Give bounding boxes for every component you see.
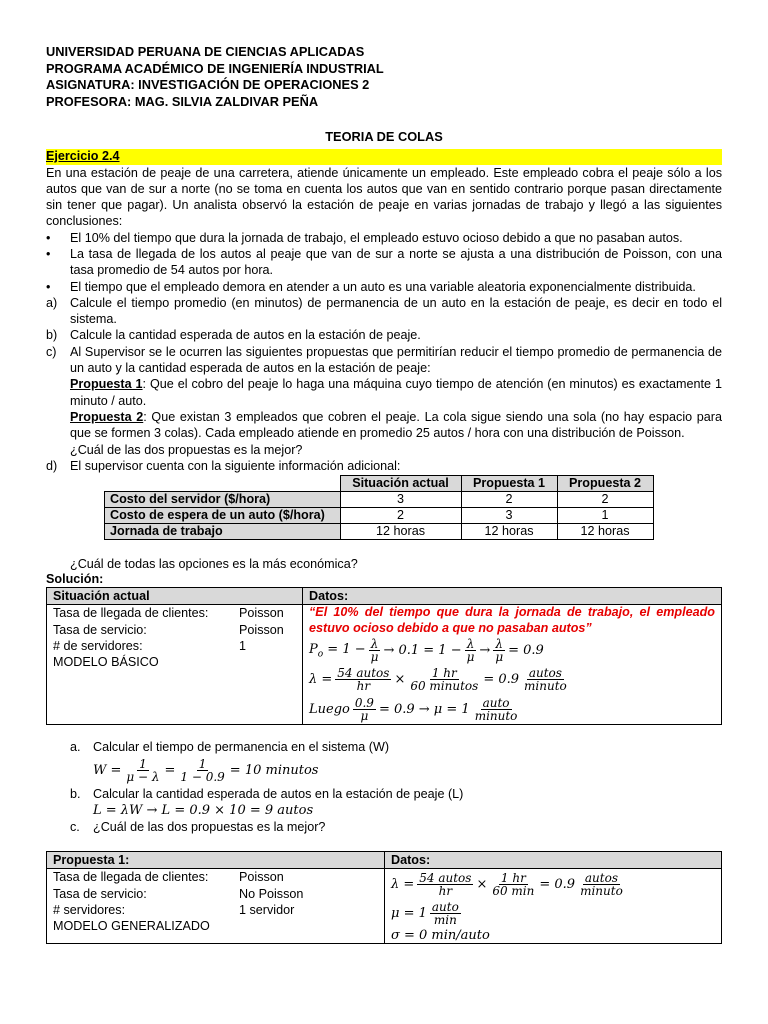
problem-intro: En una estación de peaje de una carretera, atiende únicamente un empleado. Este empleado cobra el peaje sólo a los autos que van de sur a norte (no se toma en cuenta los autos que van en sentido contrario porque pasan directamente sin tener que pagar). Un analista observó la estación de peaje en varias jornadas de trabajo y llegó a las siguientes conclusiones:: [46, 165, 722, 229]
question-b: b) Calcule la cantidad esperada de autos en la estación de peaje.: [46, 328, 421, 343]
step-b: b. Calcular la cantidad esperada de autos en la estación de peaje (L): [70, 786, 464, 801]
document-title: TEORIA DE COLAS: [325, 129, 443, 144]
professor-name: PROFESORA: MAG. SILVIA ZALDIVAR PEÑA: [46, 93, 319, 109]
quote-text: “El 10% del tiempo que dura la jornada de trabajo, el empleado estuvo ocioso debido a que no pasaban autos”: [309, 605, 715, 635]
col-header: Propuesta 1:: [47, 852, 385, 869]
equation-p0: $P_o = 1$ − $\frac{\lambda}{\mu}$ → 0.1 = 1 − $\frac{\lambda}{\mu}$ → $\frac{\lambda}{\mu}$ = 0.9: [309, 636, 544, 664]
current-situation-table: [46, 587, 722, 725]
list-item: Tasa de servicio: Poisson: [53, 622, 284, 637]
document-page: [46, 44, 722, 944]
col-header: Datos:: [385, 852, 722, 869]
proposal-2-text: Propuesta 2: Que existan 3 empleados que cobren el peaje. La cola sigue siendo una sola (no hay espacio para que se formen 3 colas). Cada empleado atiende en promedio 25 autos / hora con una distribución de Poisson.: [70, 409, 723, 441]
course-name: ASIGNATURA: INVESTIGACIÓN DE OPERACIONES 2: [46, 77, 370, 92]
equation-lambda: λ = 54 autos hr × 1 hr 60 minutos = 0.9 autos minuto: [309, 665, 567, 693]
proposal-1-table: [46, 851, 722, 944]
equation-l: L = λW → L = 0.9 × 10 = 9 autos: [93, 803, 314, 819]
equation-lambda-p1: λ = 54 autos hr × 1 hr 60 min = 0.9 autos minuto: [391, 870, 623, 898]
economic-question: ¿Cuál de todas las opciones es la más económica?: [70, 557, 358, 572]
document-header: [46, 44, 722, 110]
list-item: # servidores: 1 servidor: [53, 902, 295, 917]
model-label: MODELO GENERALIZADO: [53, 919, 210, 934]
bullet-item: • La tasa de llegada de los autos al peaje que van de sur a norte se ajusta a una distribución de Poisson, con una tasa promedio de 54 autos por hora.: [46, 246, 722, 278]
list-item: Tasa de llegada de clientes: Poisson: [53, 606, 284, 621]
bullet-item: • El tiempo que el empleado demora en atender a un auto es una variable aleatoria exponencialmente distribuida.: [46, 279, 696, 294]
step-c: c. ¿Cuál de las dos propuestas es la mejor?: [70, 820, 326, 835]
bullet-item: • El 10% del tiempo que dura la jornada de trabajo, el empleado estuvo ocioso debido a que no pasaban autos.: [46, 230, 683, 245]
question-c: c) Al Supervisor se le ocurren las siguientes propuestas que permitirían reducir el tiempo promedio de permanencia de un auto y la cantidad esperada de autos en la estación de peaje:: [46, 344, 722, 376]
step-a: a. Calcular el tiempo de permanencia en el sistema (W): [70, 740, 390, 755]
question-a: a) Calcule el tiempo promedio (en minutos) de permanencia de un auto en la estación de peaje, es decir en todo el sistema.: [46, 295, 722, 327]
question-best-proposal: ¿Cuál de las dos propuestas es la mejor?: [70, 442, 303, 457]
equation-mu: Luego $\frac{0.9}{\mu}$ = 0.9 → μ = 1 auto minuto: [309, 695, 518, 723]
col-header: Datos:: [303, 588, 722, 605]
list-item: Tasa de servicio: No Poisson: [53, 886, 304, 901]
solution-label: Solución:: [46, 572, 104, 587]
list-item: # de servidores: 1: [53, 639, 247, 654]
bullet-icon: •: [46, 246, 51, 261]
table-row: Costo de espera de un auto ($/hora) 2 3 1: [105, 508, 654, 524]
program-name: PROGRAMA ACADÉMICO DE INGENIERÍA INDUSTRIAL: [46, 60, 384, 76]
table-row: Costo del servidor ($/hora) 3 2 2: [105, 492, 654, 508]
university-name: UNIVERSIDAD PERUANA DE CIENCIAS APLICADAS: [46, 44, 365, 59]
equation-sigma-p1: σ = 0 min/auto: [391, 927, 490, 943]
col-header: Propuesta 2: [557, 476, 653, 492]
col-header: Situación actual: [340, 476, 461, 492]
list-item: Tasa de llegada de clientes: Poisson: [53, 870, 284, 885]
cost-table: [104, 475, 654, 540]
model-label: MODELO BÁSICO: [53, 655, 159, 670]
exercise-heading: Ejercicio 2.4: [46, 149, 722, 165]
col-header: Propuesta 1: [461, 476, 557, 492]
question-d: d) El supervisor cuenta con la siguiente información adicional:: [46, 458, 401, 473]
table-row: Jornada de trabajo 12 horas 12 horas 12 horas: [105, 524, 654, 540]
equation-w: W = $\frac{1}{\mu - \lambda}$ = $\frac{1}{1 - 0.9}$ = 10 minutos: [93, 757, 319, 785]
col-header: Situación actual: [47, 588, 303, 605]
bullet-icon: •: [46, 279, 51, 294]
equation-mu-p1: μ = 1 auto min: [391, 899, 459, 927]
proposal-1-text: Propuesta 1: Que el cobro del peaje lo haga una máquina cuyo tiempo de atención (en minutos) es exactamente 1 minuto / auto.: [70, 377, 722, 408]
bullet-icon: •: [46, 230, 51, 245]
